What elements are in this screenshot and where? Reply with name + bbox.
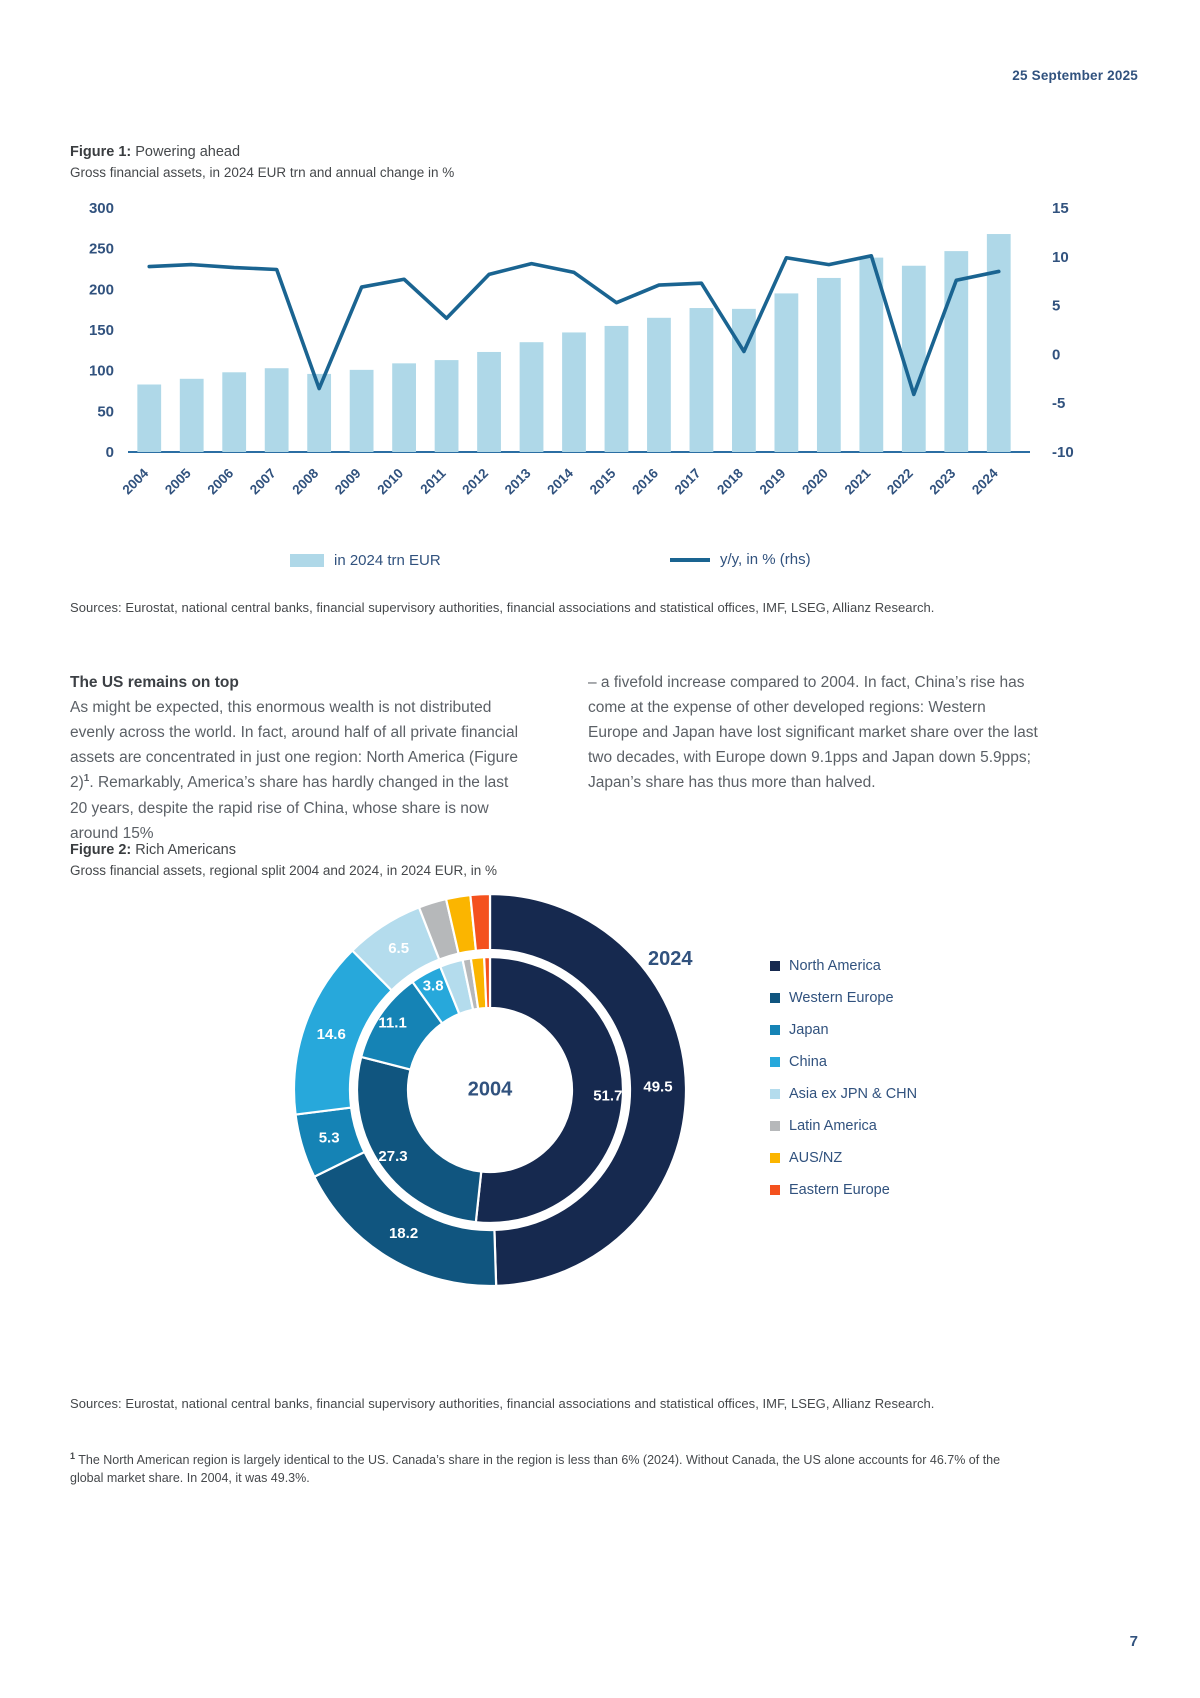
figure2-subtitle: Gross financial assets, regional split 2004 and 2024, in 2024 EUR, in % — [70, 863, 497, 879]
legend-label: Japan — [789, 1022, 829, 1038]
legend-swatch-icon — [770, 961, 780, 971]
legend-swatch-icon — [770, 1185, 780, 1195]
bar — [690, 308, 714, 452]
legend-label: AUS/NZ — [789, 1150, 843, 1166]
bar — [350, 370, 374, 452]
x-axis-tick: 2016 — [629, 465, 662, 498]
bar — [477, 352, 501, 452]
figure2-sources: Sources: Eurostat, national central banks, financial supervisory authorities, financial associations and statistical offices, IMF, LSEG, Allianz Research. — [70, 1396, 935, 1411]
legend-row — [770, 950, 1020, 982]
y-axis-tick-left: 0 — [105, 444, 114, 461]
figure1-subtitle: Gross financial assets, in 2024 EUR trn and annual change in % — [70, 165, 455, 181]
donut-value-label: 18.2 — [388, 1225, 419, 1243]
figure2-caption — [70, 840, 497, 881]
x-axis-tick: 2006 — [204, 465, 237, 498]
x-axis-tick: 2018 — [714, 465, 747, 498]
legend-row — [770, 982, 1020, 1014]
legend-label: Western Europe — [789, 990, 894, 1006]
bar — [647, 318, 671, 452]
y-axis-tick-left: 100 — [88, 362, 114, 380]
legend-label: Asia ex JPN & CHN — [789, 1086, 918, 1102]
x-axis-tick: 2019 — [756, 465, 789, 498]
footnote-marker-inline: 1 — [83, 773, 90, 785]
bar — [180, 379, 204, 452]
x-axis-tick: 2004 — [119, 465, 152, 498]
article-subhead: The US remains on top — [70, 674, 239, 691]
article-left-text: As might be expected, this enormous wealth is not distributed evenly across the world. In fact, around half of all private financial assets are concentrated in just one region: North America (Figure 2) — [70, 699, 519, 792]
donut-segment — [484, 957, 490, 1008]
legend-swatch-icon — [770, 1121, 780, 1131]
bar — [435, 360, 459, 452]
legend-swatch-icon — [770, 1089, 780, 1099]
x-axis-tick: 2012 — [459, 465, 492, 498]
legend-swatch-icon — [770, 1153, 780, 1163]
legend-label: China — [789, 1054, 827, 1070]
figure1-legend — [60, 548, 1100, 582]
legend-row — [770, 1174, 1020, 1206]
figure1-chart — [60, 190, 1100, 550]
legend-item-bars — [290, 552, 441, 569]
bar — [987, 234, 1011, 452]
bar — [222, 372, 246, 452]
bar — [562, 332, 586, 452]
bar — [817, 278, 841, 452]
donut-value-label: 14.6 — [316, 1026, 346, 1044]
legend-row — [770, 1142, 1020, 1174]
legend-row — [770, 1110, 1020, 1142]
y-axis-tick-right: 10 — [1052, 248, 1069, 266]
x-axis-tick: 2011 — [417, 465, 449, 497]
article-column-right — [588, 670, 1038, 796]
x-axis-tick: 2014 — [544, 465, 577, 498]
x-axis-tick: 2010 — [374, 465, 407, 498]
y-axis-tick-right: 15 — [1052, 200, 1069, 217]
bar — [137, 384, 161, 452]
figure2-label: Figure 2: — [70, 842, 132, 858]
figure1-caption — [70, 142, 454, 183]
figure2-title: Rich Americans — [135, 842, 236, 858]
figure2-outer-year-label: 2024 — [648, 948, 693, 970]
y-axis-tick-right: -5 — [1052, 395, 1066, 413]
y-axis-tick-right: 5 — [1052, 297, 1061, 315]
legend-swatch-icon — [770, 1025, 780, 1035]
legend-item-line — [670, 551, 811, 568]
footnote-marker: 1 — [70, 1451, 76, 1461]
legend-label-bars: in 2024 trn EUR — [334, 552, 441, 569]
bar — [520, 342, 544, 452]
bar — [774, 293, 798, 452]
y-axis-tick-left: 300 — [88, 200, 114, 217]
x-axis-tick: 2024 — [969, 465, 1001, 498]
figure1-title: Powering ahead — [135, 144, 241, 160]
x-axis-tick: 2020 — [799, 465, 831, 498]
donut-center-year: 2004 — [467, 1078, 513, 1101]
donut-value-label: 5.3 — [318, 1129, 340, 1147]
x-axis-tick: 2015 — [586, 465, 619, 498]
bar-swatch-icon — [290, 554, 324, 567]
legend-label: Latin America — [789, 1118, 877, 1134]
legend-row — [770, 1046, 1020, 1078]
legend-row — [770, 1014, 1020, 1046]
x-axis-tick: 2008 — [289, 465, 322, 498]
y-axis-tick-right: 0 — [1052, 346, 1061, 364]
figure1-label: Figure 1: — [70, 144, 132, 160]
x-axis-tick: 2007 — [246, 465, 279, 498]
article-left-text-cont: . Remarkably, America’s share has hardly changed in the last 20 years, despite the rapid rise of China, whose share is now around 15% — [70, 774, 509, 842]
legend-label-line: y/y, in % (rhs) — [720, 551, 811, 568]
legend-row — [770, 1078, 1020, 1110]
article-right-text: – a fivefold increase compared to 2004. In fact, China’s rise has come at the expense of other developed regions: Western Europe and Japan have lost significant market share over the last two decades, with Europe down 9.1pps and Japan down 5.9pps; Japan’s share has thus more than halved. — [588, 674, 1038, 792]
donut-value-label: 11.1 — [378, 1014, 407, 1032]
bar — [392, 363, 416, 452]
bar — [605, 326, 629, 452]
legend-swatch-icon — [770, 993, 780, 1003]
legend-label: Eastern Europe — [789, 1182, 890, 1198]
bar — [265, 368, 289, 452]
donut-value-label: 27.3 — [378, 1148, 408, 1166]
page-footnote — [70, 1450, 1030, 1487]
x-axis-tick: 2023 — [926, 465, 959, 498]
x-axis-tick: 2021 — [841, 465, 874, 498]
donut-value-label: 49.5 — [643, 1078, 673, 1096]
article-column-left — [70, 670, 520, 846]
donut-value-label: 3.8 — [422, 977, 444, 995]
legend-label: North America — [789, 958, 881, 974]
x-axis-tick: 2013 — [501, 465, 534, 498]
y-axis-tick-left: 50 — [97, 403, 114, 421]
y-axis-tick-left: 250 — [88, 240, 114, 258]
x-axis-tick: 2017 — [671, 465, 704, 498]
x-axis-tick: 2005 — [161, 465, 194, 498]
y-axis-tick-right: -10 — [1052, 444, 1074, 461]
bar — [902, 266, 926, 452]
figure1-svg — [60, 190, 1100, 550]
x-axis-tick: 2009 — [331, 465, 364, 498]
donut-value-label: 51.7 — [593, 1087, 623, 1105]
page-number: 7 — [1129, 1633, 1138, 1650]
footnote-text: The North American region is largely identical to the US. Canada’s share in the region is less than 6% (2024). Without Canada, the US alone accounts for 46.7% of the global market share. In 2004, it was 49.3%. — [70, 1453, 1001, 1486]
x-axis-tick: 2022 — [884, 465, 916, 498]
y-axis-tick-left: 200 — [88, 281, 114, 299]
figure1-sources: Sources: Eurostat, national central banks, financial supervisory authorities, financial associations and statistical offices, IMF, LSEG, Allianz Research. — [70, 600, 935, 615]
figure2-legend — [770, 950, 1020, 1206]
legend-swatch-icon — [770, 1057, 780, 1067]
donut-value-label: 6.5 — [388, 939, 410, 957]
line-swatch-icon — [670, 558, 710, 562]
y-axis-tick-left: 150 — [88, 322, 114, 339]
document-date: 25 September 2025 — [1012, 68, 1138, 83]
